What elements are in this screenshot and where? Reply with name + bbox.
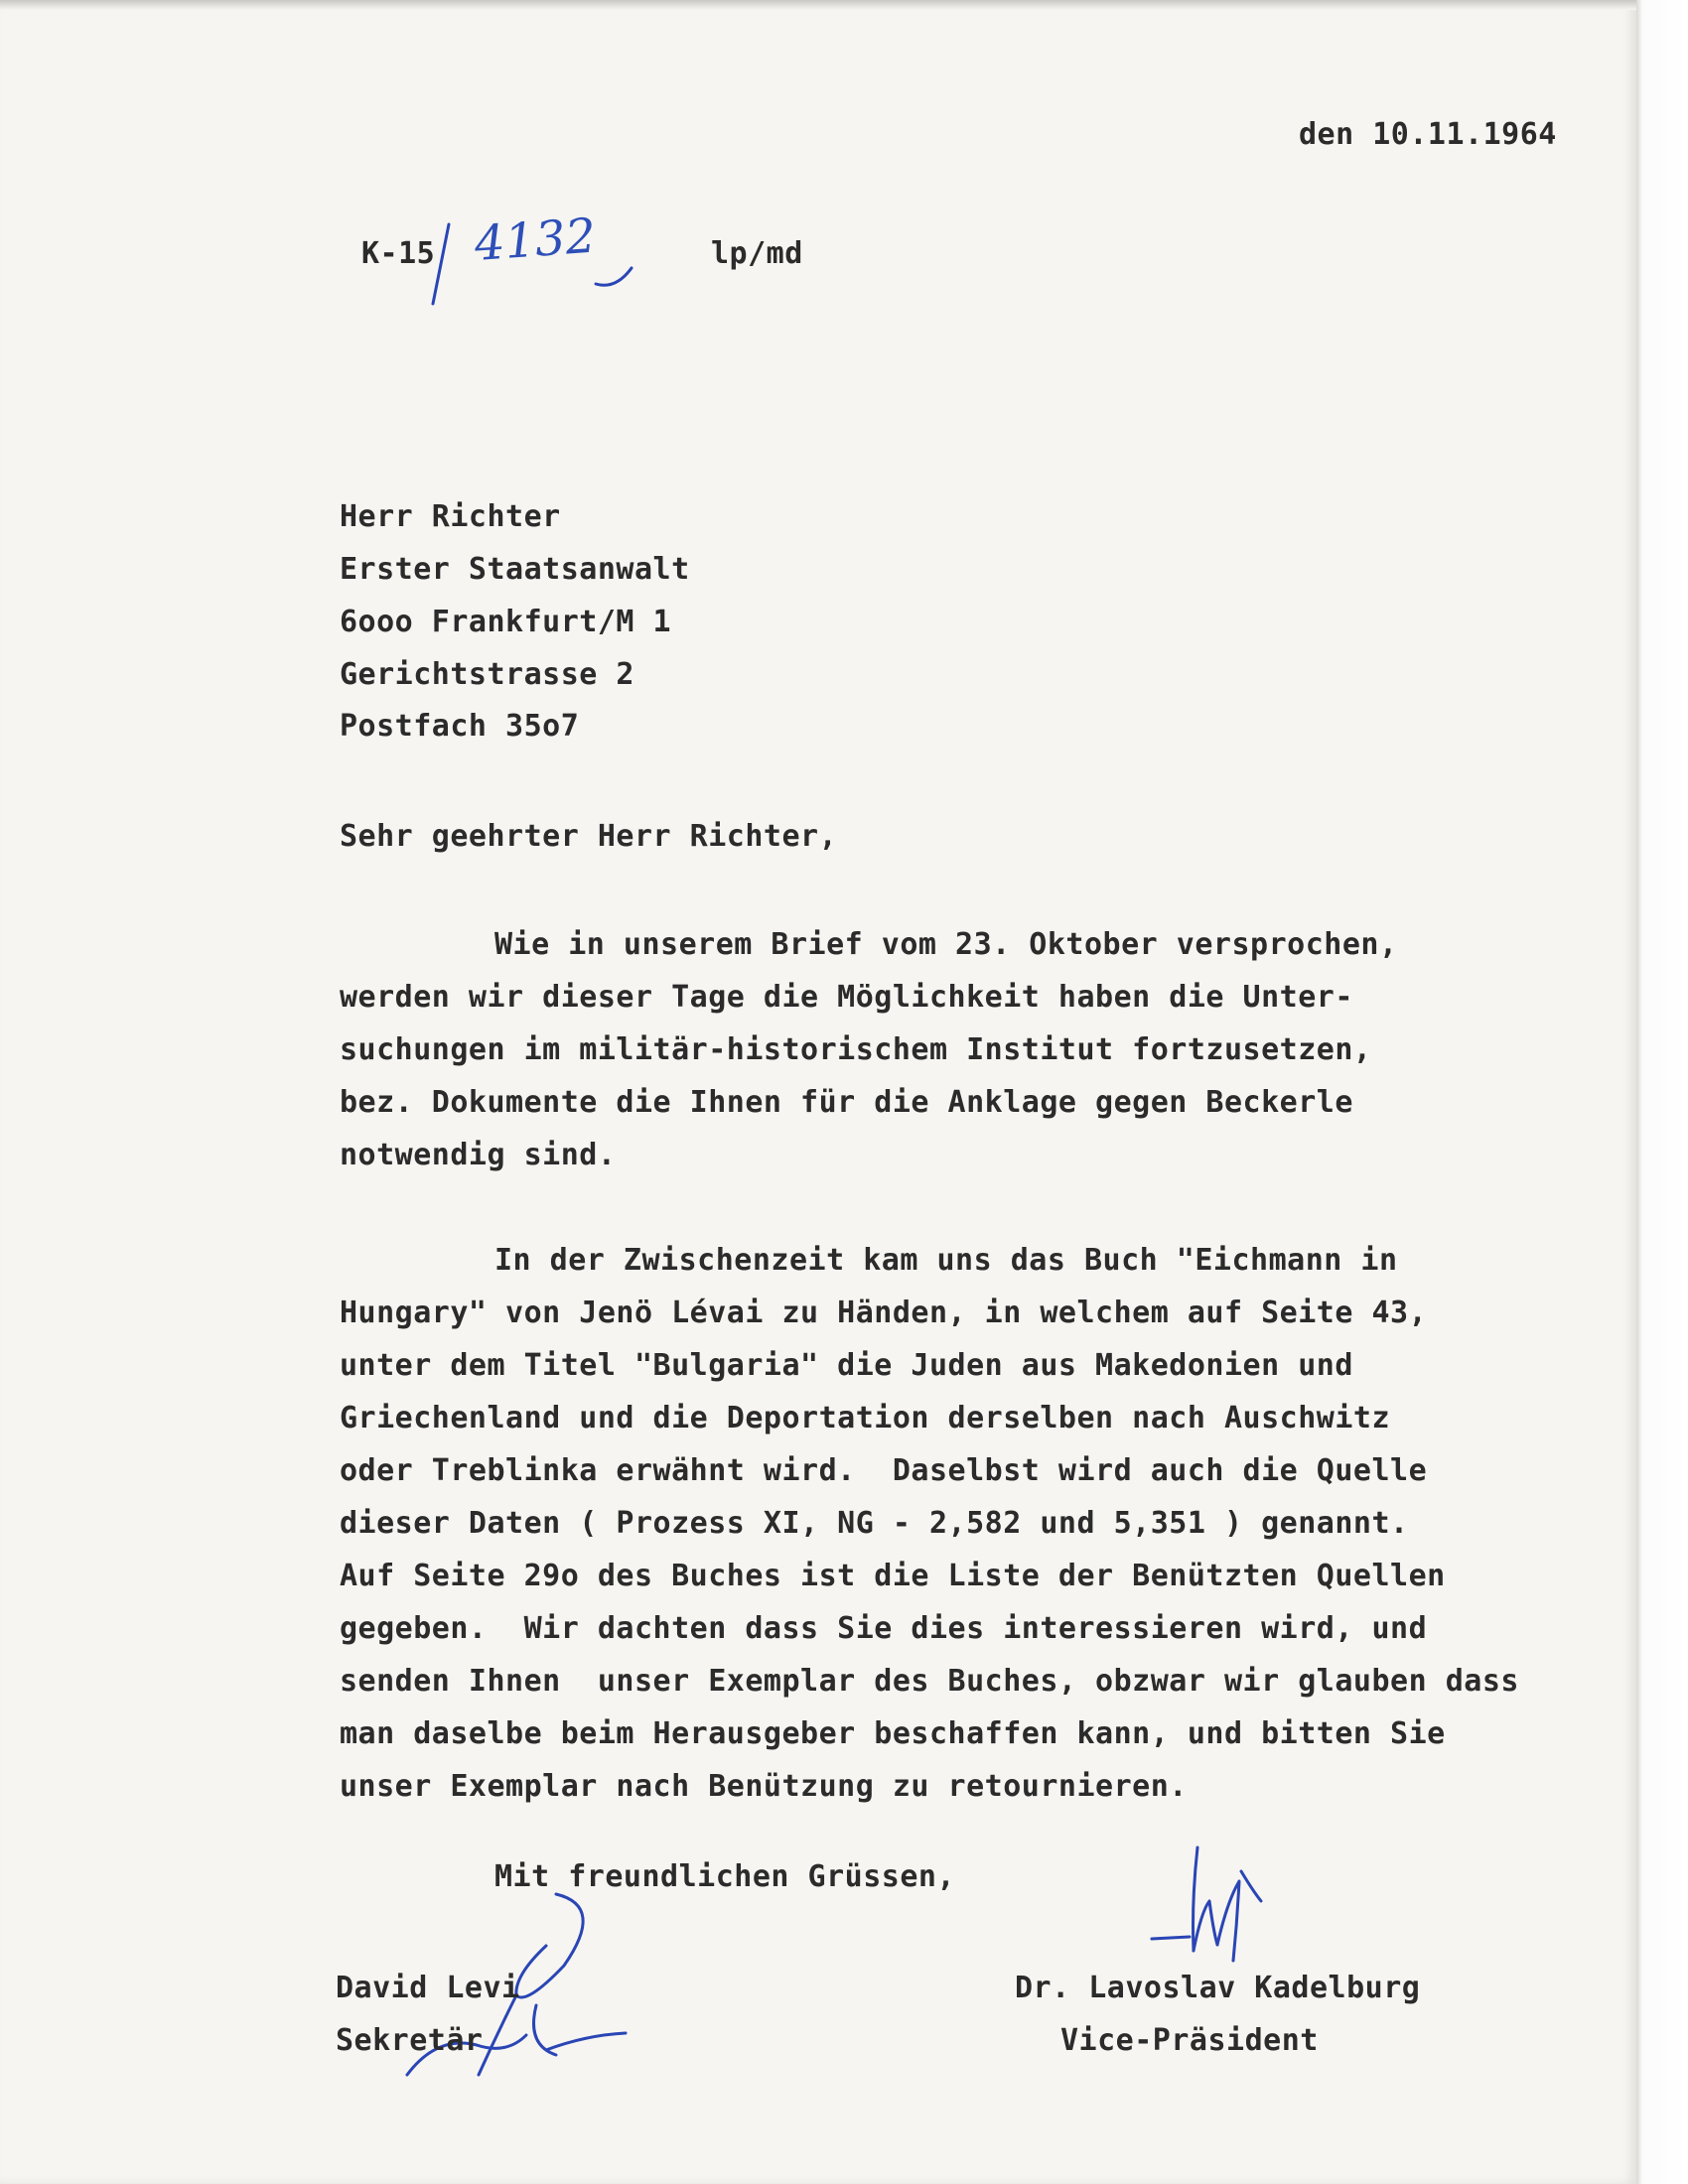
body-line: Hungary" von Jenö Lévai zu Händen, in welchem auf Seite 43,	[340, 1296, 1428, 1330]
body-line: oder Treblinka erwähnt wird. Daselbst wird auch die Quelle	[340, 1453, 1428, 1488]
typist-initials: lp/md	[711, 236, 803, 271]
recipient-line: Herr Richter	[340, 499, 561, 534]
recipient-line: Erster Staatsanwalt	[340, 552, 690, 587]
recipient-line: Gerichtstrasse 2	[340, 657, 634, 692]
body-line: gegeben. Wir dachten dass Sie dies interessieren wird, und	[340, 1611, 1428, 1646]
signatory-right-title: Vice-Präsident	[1060, 2023, 1319, 2058]
scan-margin	[1636, 0, 1688, 2184]
body-line: Griechenland und die Deportation derselben nach Auschwitz	[340, 1401, 1391, 1435]
body-line: unser Exemplar nach Benützung zu retournieren.	[340, 1769, 1188, 1804]
signatory-left-name: David Levi	[336, 1971, 520, 2005]
body-line: bez. Dokumente die Ihnen für die Anklage gegen Beckerle	[340, 1085, 1353, 1120]
signatory-left-title: Sekretär	[336, 2023, 484, 2058]
reference-typed: K-15	[361, 236, 436, 271]
body-line: Wie in unserem Brief vom 23. Oktober versprochen,	[494, 927, 1398, 962]
reference-pen-strokes	[427, 220, 645, 310]
signature-kadelburg	[1142, 1842, 1291, 1971]
body-line: unter dem Titel "Bulgaria" die Juden aus Makedonien und	[340, 1348, 1353, 1383]
body-line: dieser Daten ( Prozess XI, NG - 2,582 und 5,351 ) genannt.	[340, 1506, 1409, 1541]
closing: Mit freundlichen Grüssen,	[494, 1859, 956, 1894]
page-top-shadow	[0, 0, 1636, 10]
body-line: senden Ihnen unser Exemplar des Buches, obzwar wir glauben dass	[340, 1664, 1519, 1699]
salutation: Sehr geehrter Herr Richter,	[340, 819, 838, 854]
body-line: Auf Seite 29o des Buches ist die Liste der Benützten Quellen	[340, 1559, 1446, 1593]
letter-date: den 10.11.1964	[1299, 117, 1557, 152]
body-line: werden wir dieser Tage die Möglichkeit haben die Unter-	[340, 980, 1353, 1015]
body-line: suchungen im militär-historischem Institut fortzusetzen,	[340, 1032, 1372, 1067]
body-line: notwendig sind.	[340, 1138, 617, 1172]
recipient-line: 6ooo Frankfurt/M 1	[340, 605, 672, 639]
signatory-right-name: Dr. Lavoslav Kadelburg	[1015, 1971, 1421, 2005]
body-line: In der Zwischenzeit kam uns das Buch "Eichmann in	[494, 1243, 1398, 1278]
body-line: man daselbe beim Herausgeber beschaffen kann, und bitten Sie	[340, 1716, 1446, 1751]
reference-handwritten: 4132	[473, 207, 598, 272]
recipient-line: Postfach 35o7	[340, 709, 580, 744]
